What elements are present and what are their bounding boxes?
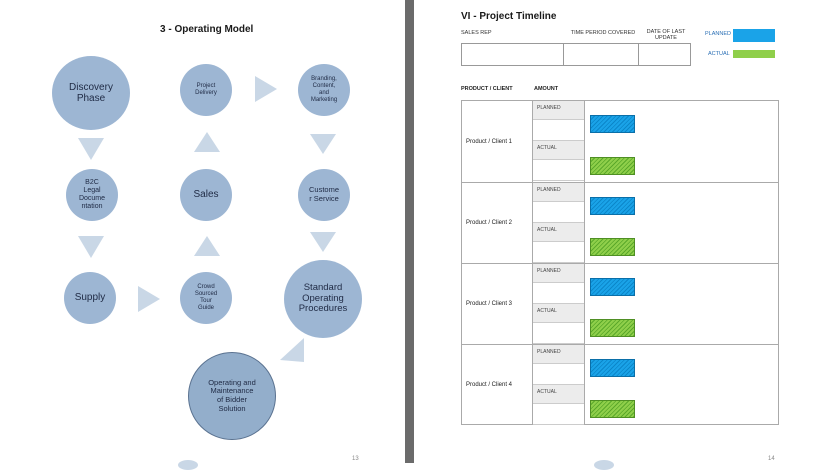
standard-operating-procedures-node: Standard Operating Procedures — [284, 260, 362, 338]
amount-cell — [533, 101, 585, 182]
planned-label: PLANNED — [533, 345, 584, 364]
branding-node: Branding, Content, and Marketing — [298, 64, 350, 116]
planned-bar — [590, 359, 635, 377]
actual-bar — [590, 400, 635, 418]
actual-bar — [590, 238, 635, 256]
project-delivery-node: Project Delivery — [180, 64, 232, 116]
actual-bar — [590, 157, 635, 175]
legend-planned-label: PLANNED — [705, 31, 731, 37]
amount-cell — [533, 183, 585, 263]
legend-actual-label: ACTUAL — [708, 51, 730, 57]
time-period-label: TIME PERIOD COVERED — [570, 30, 636, 36]
planned-amount-field[interactable] — [533, 364, 584, 385]
product-client-cell: Product / Client 2 — [462, 183, 533, 263]
page-title: VI - Project Timeline — [461, 11, 557, 22]
table-row — [462, 263, 778, 344]
footer-decoration — [178, 460, 198, 470]
product-client-column-header: PRODUCT / CLIENT — [461, 86, 513, 92]
planned-bar — [590, 197, 635, 215]
legend-actual-swatch — [733, 50, 775, 58]
operating-maintenance-node: Operating and Maintenance of Bidder Solution — [188, 352, 276, 440]
arrow-down-icon — [310, 134, 336, 154]
planned-amount-field[interactable] — [533, 283, 584, 304]
arrow-down-left-icon — [280, 338, 304, 362]
planned-amount-field[interactable] — [533, 120, 584, 141]
customer-service-node: Custome r Service — [298, 169, 350, 221]
table-row — [462, 182, 778, 263]
arrow-down-icon — [310, 232, 336, 252]
arrow-right-icon — [138, 286, 160, 312]
planned-label: PLANNED — [533, 264, 584, 283]
planned-amount-field[interactable] — [533, 202, 584, 223]
page-title: 3 - Operating Model — [160, 24, 254, 35]
table-row — [462, 101, 778, 182]
planned-bar — [590, 278, 635, 296]
crowd-sourced-node: Crowd Sourced Tour Guide — [180, 272, 232, 324]
amount-cell — [533, 345, 585, 425]
product-client-cell: Product / Client 3 — [462, 264, 533, 344]
actual-bar — [590, 319, 635, 337]
footer-decoration — [594, 460, 614, 470]
arrow-up-icon — [194, 236, 220, 256]
discovery-phase-node: Discovery Phase — [52, 56, 130, 130]
actual-amount-field[interactable] — [533, 160, 584, 181]
product-client-cell: Product / Client 4 — [462, 345, 533, 425]
planned-label: PLANNED — [533, 183, 584, 202]
planned-bar — [590, 115, 635, 133]
page-number: 14 — [768, 456, 775, 462]
product-client-cell: Product / Client 1 — [462, 101, 533, 182]
document-page-operating-model — [0, 0, 405, 463]
time-period-field[interactable] — [563, 43, 639, 66]
supply-node: Supply — [64, 272, 116, 324]
actual-label: ACTUAL — [533, 385, 584, 404]
actual-label: ACTUAL — [533, 141, 584, 160]
table-row — [462, 344, 778, 425]
actual-amount-field[interactable] — [533, 242, 584, 263]
date-last-update-label: DATE OF LAST UPDATE — [646, 29, 686, 41]
timeline-table — [461, 100, 779, 425]
actual-amount-field[interactable] — [533, 404, 584, 425]
amount-cell — [533, 264, 585, 344]
b2c-legal-node: B2C Legal Docume ntation — [66, 169, 118, 221]
planned-label: PLANNED — [533, 101, 584, 120]
actual-amount-field[interactable] — [533, 323, 584, 344]
date-last-update-field[interactable] — [638, 43, 691, 66]
actual-label: ACTUAL — [533, 304, 584, 323]
arrow-down-icon — [78, 138, 104, 160]
amount-column-header: AMOUNT — [534, 86, 559, 92]
page-gutter — [405, 0, 414, 463]
sales-node: Sales — [180, 169, 232, 221]
sales-rep-label: SALES REP — [461, 30, 492, 36]
legend-planned-swatch — [733, 29, 775, 42]
actual-label: ACTUAL — [533, 223, 584, 242]
arrow-right-icon — [255, 76, 277, 102]
arrow-down-icon — [78, 236, 104, 258]
arrow-up-icon — [194, 132, 220, 152]
page-number: 13 — [352, 456, 359, 462]
sales-rep-field[interactable] — [461, 43, 564, 66]
